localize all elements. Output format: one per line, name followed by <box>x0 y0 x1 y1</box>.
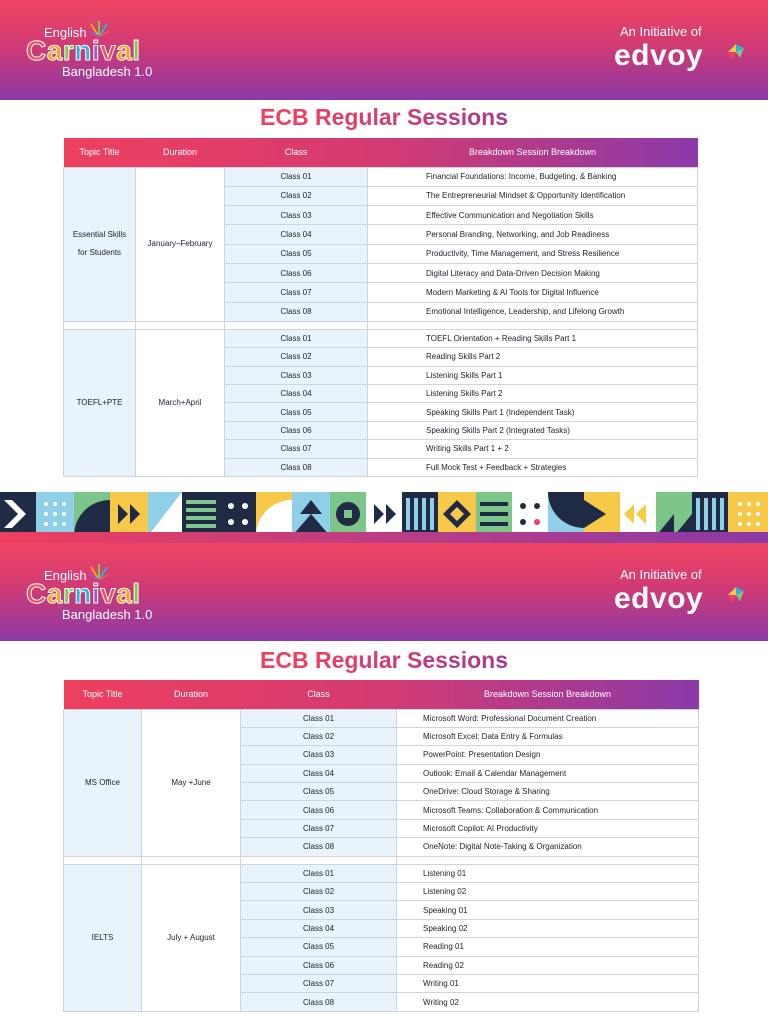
class-cell: Class 04 <box>241 764 397 782</box>
logo-bangladesh: Bangladesh 1.0 <box>62 64 153 79</box>
table-row <box>64 709 699 727</box>
topic-title-line: for Students <box>77 248 122 258</box>
page-title: ECB Regular Sessions <box>0 647 768 674</box>
spacer-cell <box>136 321 225 329</box>
breakdown-cell: Financial Foundations: Income, Budgeting, & Banking <box>368 167 698 186</box>
breakdown-cell: The Entrepreneurial Mindset & Opportunity Identification <box>368 186 698 205</box>
class-cell: Class 02 <box>241 883 397 901</box>
breakdown-cell: TOEFL Orientation + Reading Skills Part 1 <box>368 329 698 347</box>
breakdown-cell: PowerPoint: Presentation Design <box>397 746 699 764</box>
class-cell: Class 05 <box>225 403 368 421</box>
class-cell: Class 01 <box>241 709 397 727</box>
breakdown-cell: Emotional Intelligence, Leadership, and Lifelong Growth <box>368 302 698 321</box>
class-cell: Class 08 <box>241 838 397 856</box>
duration-cell: May +June <box>142 709 241 856</box>
class-cell: Class 02 <box>225 186 368 205</box>
header-topic-title: Topic Title <box>82 689 123 700</box>
breakdown-cell: OneNote: Digital Note-Taking & Organization <box>397 838 699 856</box>
class-cell: Class 07 <box>241 819 397 837</box>
class-cell: Class 06 <box>225 421 368 439</box>
edvoy-logo: edvoy <box>614 582 704 615</box>
class-cell: Class 08 <box>241 993 397 1011</box>
class-cell: Class 01 <box>225 329 368 347</box>
header-class: Class <box>284 147 308 158</box>
breakdown-cell: Writing 01 <box>397 974 699 992</box>
breakdown-cell: Speaking Skills Part 1 (Independent Task) <box>368 403 698 421</box>
panel-1-header <box>0 0 768 100</box>
table-row <box>64 329 698 347</box>
class-cell: Class 01 <box>225 167 368 186</box>
schedule-table <box>63 680 699 1012</box>
breakdown-cell: Speaking 01 <box>397 901 699 919</box>
class-cell: Class 04 <box>225 385 368 403</box>
page-title: ECB Regular Sessions <box>0 104 768 131</box>
breakdown-cell: Effective Communication and Negotiation Skills <box>368 206 698 225</box>
english-carnival-logo <box>24 561 164 625</box>
duration-cell: July + August <box>142 864 241 1011</box>
schedule-panel-1 <box>0 0 768 488</box>
breakdown-cell: Listening 01 <box>397 864 699 882</box>
spacer-cell <box>368 321 698 329</box>
spacer-cell <box>64 321 136 329</box>
topic-title-line: Essential Skills <box>72 230 127 240</box>
breakdown-cell: Reading 02 <box>397 956 699 974</box>
panel-2-header <box>0 543 768 641</box>
header-duration: Duration <box>162 147 198 158</box>
strip-gradient-band <box>0 532 768 543</box>
group-spacer <box>64 856 699 864</box>
logo-english: English <box>44 568 87 583</box>
class-cell: Class 03 <box>225 206 368 225</box>
class-cell: Class 06 <box>241 956 397 974</box>
initiative-text: An Initiative of <box>620 24 702 39</box>
class-cell: Class 07 <box>241 974 397 992</box>
breakdown-cell: Outlook: Email & Calendar Management <box>397 764 699 782</box>
geometric-pattern <box>0 492 768 536</box>
logo-bangladesh: Bangladesh 1.0 <box>62 607 153 622</box>
schedule-body <box>64 709 699 1011</box>
class-cell: Class 05 <box>241 938 397 956</box>
spacer-cell <box>241 856 397 864</box>
logo-carnival: Carnival <box>26 35 141 66</box>
breakdown-cell: Writing 02 <box>397 993 699 1011</box>
class-cell: Class 03 <box>225 366 368 384</box>
breakdown-cell: Microsoft Excel: Data Entry & Formulas <box>397 727 699 745</box>
breakdown-cell: Modern Marketing & AI Tools for Digital Influence <box>368 283 698 302</box>
spacer-cell <box>225 321 368 329</box>
header-duration: Duration <box>173 689 209 700</box>
logo-english: English <box>44 25 87 40</box>
class-cell: Class 04 <box>241 919 397 937</box>
class-cell: Class 07 <box>225 440 368 458</box>
edvoy-mark-icon <box>726 585 746 605</box>
spacer-cell <box>142 856 241 864</box>
breakdown-cell: Microsoft Copilot: AI Productivity <box>397 819 699 837</box>
breakdown-cell: Speaking Skills Part 2 (Integrated Tasks) <box>368 421 698 439</box>
schedule-table <box>63 138 698 477</box>
decorative-pattern-strip <box>0 492 768 536</box>
edvoy-initiative <box>614 567 744 627</box>
breakdown-cell: Reading Skills Part 2 <box>368 348 698 366</box>
breakdown-cell: Listening Skills Part 1 <box>368 366 698 384</box>
topic-title-cell: MS Office <box>64 709 142 856</box>
breakdown-cell: Listening 02 <box>397 883 699 901</box>
class-cell: Class 05 <box>241 783 397 801</box>
table-row <box>64 864 699 882</box>
group-spacer <box>64 321 698 329</box>
header-breakdown: Breakdown Session Breakdown <box>468 147 597 158</box>
table-row <box>64 167 698 186</box>
edvoy-mark-icon <box>726 42 746 62</box>
topic-title-cell <box>64 167 136 321</box>
schedule-body <box>64 167 698 477</box>
class-cell: Class 06 <box>241 801 397 819</box>
class-cell: Class 08 <box>225 458 368 476</box>
header-class: Class <box>307 689 330 700</box>
class-cell: Class 02 <box>225 348 368 366</box>
class-cell: Class 05 <box>225 244 368 263</box>
breakdown-cell: Speaking 02 <box>397 919 699 937</box>
edvoy-logo: edvoy <box>614 39 704 72</box>
breakdown-cell: Full Mock Test + Feedback + Strategies <box>368 458 698 476</box>
class-cell: Class 08 <box>225 302 368 321</box>
breakdown-cell: Listening Skills Part 2 <box>368 385 698 403</box>
duration-cell: March+April <box>136 329 225 476</box>
class-cell: Class 02 <box>241 727 397 745</box>
header-breakdown: Breakdown Session Breakdown <box>483 689 612 700</box>
spacer-cell <box>397 856 699 864</box>
breakdown-cell: Productivity, Time Management, and Stress Resilience <box>368 244 698 263</box>
breakdown-cell: Reading 01 <box>397 938 699 956</box>
initiative-text: An Initiative of <box>620 567 702 582</box>
breakdown-cell: Digital Literacy and Data-Driven Decision Making <box>368 263 698 282</box>
schedule-panel-2 <box>0 543 768 1024</box>
class-cell: Class 06 <box>225 263 368 282</box>
spacer-cell <box>64 856 142 864</box>
topic-title-cell: IELTS <box>64 864 142 1011</box>
duration-cell: January–February <box>136 167 225 321</box>
breakdown-cell: Personal Branding, Networking, and Job Readiness <box>368 225 698 244</box>
english-carnival-logo <box>24 18 164 82</box>
breakdown-cell: Writing Skills Part 1 + 2 <box>368 440 698 458</box>
edvoy-initiative <box>614 24 744 84</box>
logo-carnival: Carnival <box>26 578 141 609</box>
breakdown-cell: Microsoft Word: Professional Document Creation <box>397 709 699 727</box>
class-cell: Class 04 <box>225 225 368 244</box>
class-cell: Class 01 <box>241 864 397 882</box>
class-cell: Class 03 <box>241 746 397 764</box>
class-cell: Class 07 <box>225 283 368 302</box>
breakdown-cell: Microsoft Teams: Collaboration & Communication <box>397 801 699 819</box>
breakdown-cell: OneDrive: Cloud Storage & Sharing <box>397 783 699 801</box>
topic-title-cell: TOEFL+PTE <box>64 329 136 476</box>
class-cell: Class 03 <box>241 901 397 919</box>
header-topic-title: Topic Title <box>79 147 120 158</box>
